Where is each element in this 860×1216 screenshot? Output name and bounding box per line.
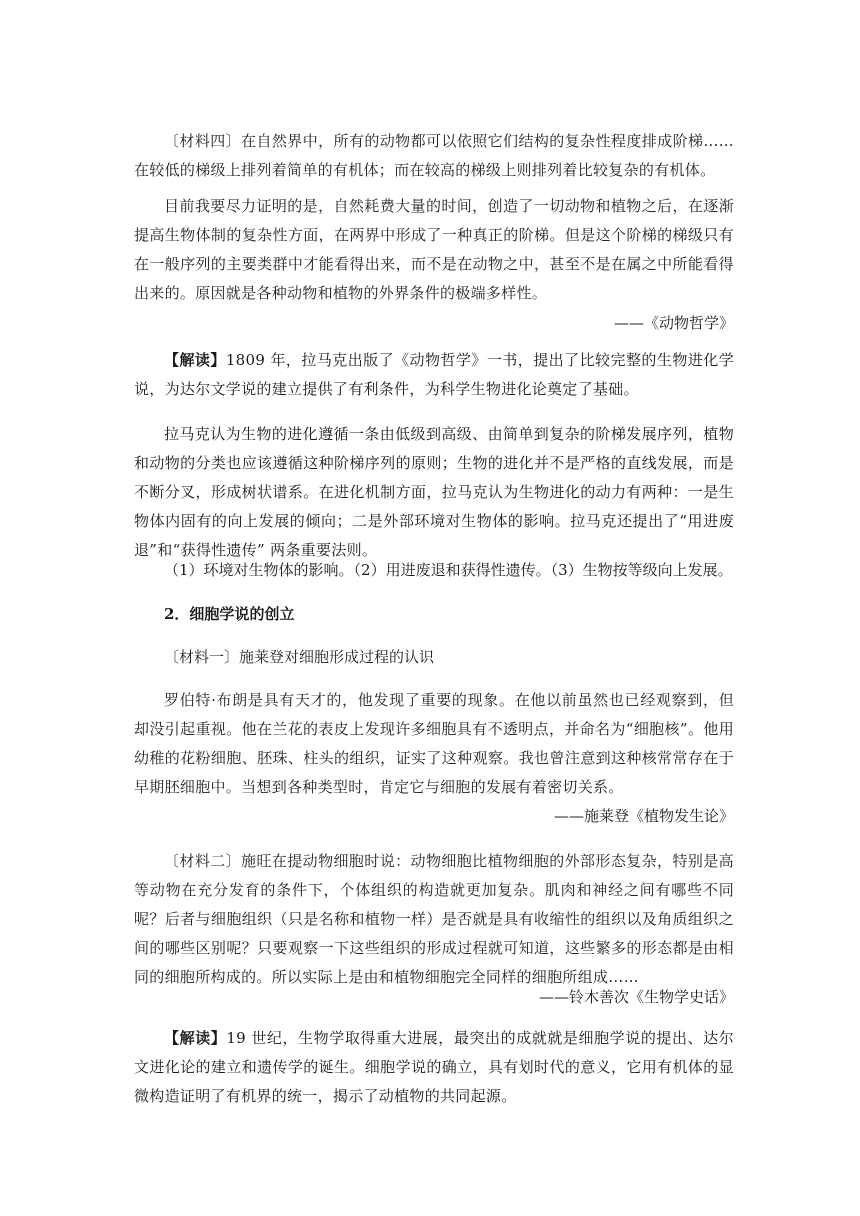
interpretation-1-paragraph-2: 拉马克认为生物的进化遵循一条由低级到高级、由简单到复杂的阶梯发展序列，植物和动物的分类也应该遵循这种阶梯序列的原则；生物的进化并不是严格的直线发展，而是不断分叉，形成树状谱系。在进化机制方面，拉马克认为生物进化的动力有两种：一是生物体内固有的向上发展的倾向；二是外部环境对生物体的影响。拉马克还提出了“用进废退”和“获得性遗传” 两条重要法则。 <box>134 425 734 559</box>
interpretation-2-label: 【解读】 <box>164 1029 227 1047</box>
material-2-paragraph <box>134 847 734 992</box>
interpretation-1-paragraph <box>134 346 734 404</box>
material-1-source: ——施莱登《植物发生论》 <box>553 807 734 825</box>
material-4-paragraph-2: 目前我要尽力证明的是，自然耗费大量的时间，创造了一切动物和植物之后，在逐渐提高生物体制的复杂性方面，在两界中形成了一种真正的阶梯。但是这个阶梯的梯级只有在一般序列的主要类群中才能看得出来，而不是在动物之中，甚至不是在属之中所能看得出来的。原因就是各种动物和植物的外界条件的极端多样性。 <box>134 197 734 302</box>
material-2-source: ——铃木善次《生物学史话》 <box>538 988 734 1006</box>
material-4-source: ——《动物哲学》 <box>613 314 734 332</box>
material-4-text: 在自然界中，所有的动物都可以依照它们结构的复杂性程度排成阶梯……在较低的梯级上排列着简单的有机体；而在较高的梯级上则排列着比较复杂的有机体。 <box>134 132 734 179</box>
interpretation-2-paragraph <box>134 1024 734 1111</box>
section-2-heading: 2．细胞学说的创立 <box>164 605 295 623</box>
interpretation-1-label: 【解读】 <box>164 351 226 369</box>
interpretation-1-text: 1809 年，拉马克出版了《动物哲学》一书，提出了比较完整的生物进化学说，为达尔文学说的建立提供了有利条件，为科学生物进化论奠定了基础。 <box>134 351 735 398</box>
material-1-label: 〔材料一〕 <box>164 648 240 666</box>
material-4-label: 〔材料四〕 <box>164 132 242 150</box>
interpretation-2-text: 19 世纪，生物学取得重大进展，最突出的成就就是细胞学说的提出、达尔文进化论的建立和遗传学的诞生。细胞学说的确立，具有划时代的意义，它用有机体的显微构造证明了有机界的统一，揭示了动植物的共同起源。 <box>134 1029 735 1105</box>
material-4-paragraph <box>134 127 734 185</box>
material-1-title: 施莱登对细胞形成过程的认识 <box>239 648 435 666</box>
answers-line: （1）环境对生物体的影响。（2）用进废退和获得性遗传。（3）生物按等级向上发展。 <box>164 561 733 579</box>
material-1-paragraph: 罗伯特·布朗是具有天才的，他发现了重要的现象。在他以前虽然也已经观察到，但却没引起重视。他在兰花的表皮上发现许多细胞具有不透明点，并命名为“细胞核”。他用幼稚的花粉细胞、胚珠、柱头的组织，证实了这种观察。我也曾注意到这种核常常存在于早期胚细胞中。当想到各种类型时，肯定它与细胞的发展有着密切关系。 <box>134 691 734 796</box>
material-2-text: 施旺在提动物细胞时说：动物细胞比植物细胞的外部形态复杂，特别是高等动物在充分发育的条件下，个体组织的构造就更加复杂。肌肉和神经之间有哪些不同呢？后者与细胞组织（只是名称和植物一样）是否就是具有收缩性的组织以及角质组织之间的哪些区别呢？只要观察一下这些组织的形成过程就可知道，这些繁多的形态都是由相同的细胞所构成的。所以实际上是由和植物细胞完全同样的细胞所组成…… <box>134 852 734 986</box>
material-1-heading <box>164 645 434 669</box>
material-2-label: 〔材料二〕 <box>164 852 242 870</box>
